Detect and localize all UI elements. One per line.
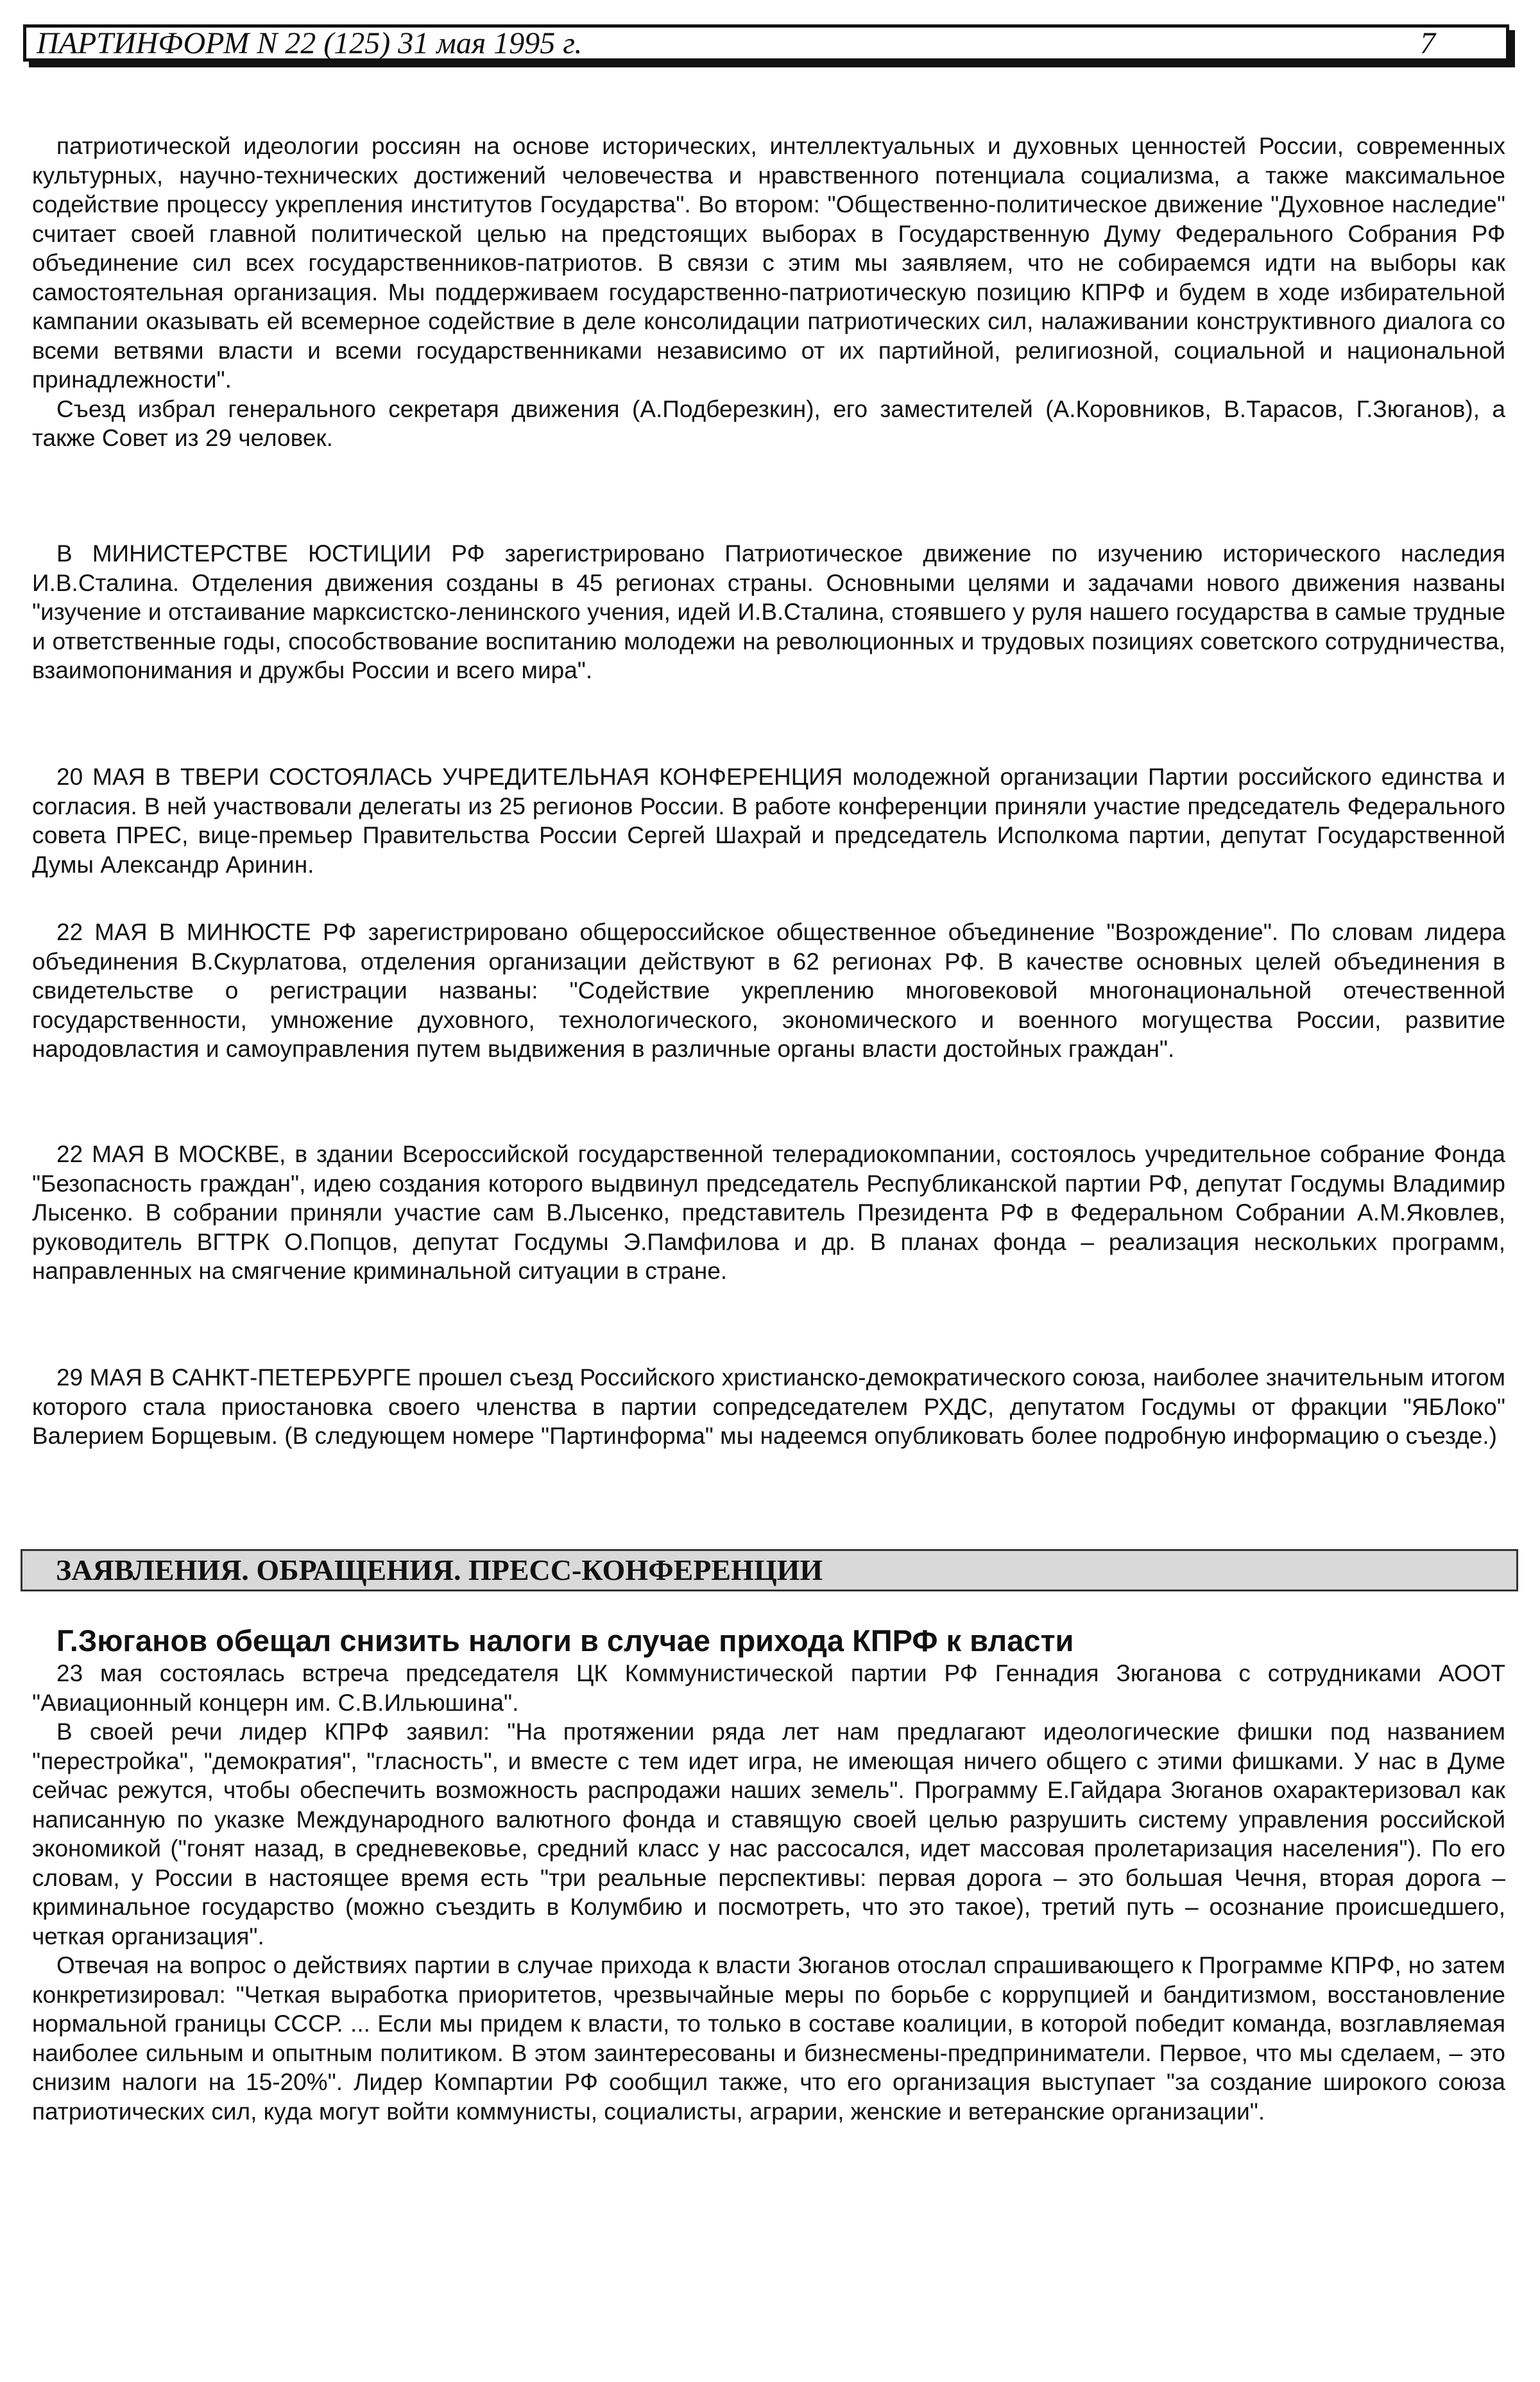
page-header — [23, 24, 1509, 62]
news-item-tver-conference — [32, 762, 1505, 879]
article-paragraph: Отвечая на вопрос о действиях партии в случае прихода к власти Зюганов отослал спрашивающего к Программе КПРФ, но затем конкретизировал: "Четкая выработка приоритетов, чрезвычайные меры по борьбе с коррупцией и бандитизмом, восстановление нормальной границы СССР. ... Если мы придем к власти, то только в составе коалиции, в которой победит команда, возглавляемая наиболее сильным и опытным политиком. В этом заинтересованы и бизнесмены-предприниматели. Первое, что мы сделаем, – это снизим налоги на 15-20%". Лидер Компартии РФ сообщил также, что его организация выступает "за создание широкого союза патриотических сил, куда могут войти коммунисты, социалисты, аграрии, женские и ветеранские организации". — [32, 1952, 1505, 2125]
news-paragraph: 20 МАЯ В ТВЕРИ СОСТОЯЛАСЬ УЧРЕДИТЕЛЬНАЯ КОНФЕРЕНЦИЯ молодежной организации Партии российского единства и согласия. В ней участвовали делегаты из 25 регионов России. В работе конференции приняли участие председатель Федерального совета ПРЕС, вице-премьер Правительства России Сергей Шахрай и председатель Исполкома партии, депутат Государственной Думы Александр Аринин. — [32, 764, 1505, 878]
news-item-spiritual-heritage — [32, 132, 1505, 453]
news-paragraph: В МИНИСТЕРСТВЕ ЮСТИЦИИ РФ зарегистрировано Патриотическое движение по изучению исторического наследия И.В.Сталина. Отделения движения созданы в 45 регионах страны. Основными целями и задачами нового движения названы "изучение и отстаивание марксистско-ленинского учения, идей И.В.Сталина, стоявшего у руля нашего государства в самые трудные и ответственные годы, способствование воспитанию молодежи на революционных и трудовых позициях советского сотрудничества, взаимопонимания и дружбы России и всего мира". — [32, 540, 1505, 683]
article-paragraph: В своей речи лидер КПРФ заявил: "На протяжении ряда лет нам предлагают идеологические фишки под названием "перестройка", "демократия", "гласность", и вместе с тем идет игра, не имеющая ничего общего с этими фишками. У нас в Думе сейчас режутся, чтобы обеспечить возможность распродажи наших земель". Программу Е.Гайдара Зюганов охарактеризовал как написанную по указке Международного валютного фонда и ставящую своей целью разрушить систему управления российской экономикой ("гонят назад, в средневековье, средний класс у нас рассосался, идет массовая пролетаризация населения"). По его словам, у России в настоящее время есть "три реальные перспективы: первая дорога – это большая Чечня, вторая дорога – криминальное государство (можно съездить в Колумбию и посмотреть, что это такое), третий путь – осознание происшедшего, четкая организация". — [32, 1718, 1505, 1949]
news-paragraph: Съезд избрал генерального секретаря движения (А.Подберезкин), его заместителей (А.Коровников, В.Тарасов, Г.Зюганов), а также Совет из 29 человек. — [32, 395, 1505, 451]
news-paragraph: 29 МАЯ В САНКТ-ПЕТЕРБУРГЕ прошел съезд Российского христианско-демократического союза, наиболее значительным итогом которого стала приостановка своего членства в партии сопредседателем РХДС, депутатом Госдумы от фракции "ЯБЛоко" Валерием Борщевым. (В следующем номере "Партинформа" мы надеемся опубликовать более подробную информацию о съезде.) — [32, 1364, 1505, 1449]
publication-title: ПАРТИНФОРМ N 22 (125) 31 мая 1995 г. — [37, 26, 583, 60]
news-item-revival-registration — [32, 918, 1505, 1064]
article-body — [32, 1659, 1505, 2126]
news-item-citizens-security-fund — [32, 1140, 1505, 1286]
section-heading-bar — [21, 1549, 1518, 1591]
page-number: 7 — [1420, 26, 1435, 60]
news-paragraph: патриотической идеологии россиян на основе исторических, интеллектуальных и духовных ценностей России, современных культурных, научно-технических достижений человечества и нравственного потенциала социализма, а также максимальное содействие процессу укрепления институтов Государства". Во втором: "Общественно-политическое движение "Духовное наследие" считает своей главной политической целью на предстоящих выборах в Государственную Думу Федерального Собрания РФ объединение сил всех государственников-патриотов. В связи с этим мы заявляем, что не собираемся идти на выборы как самостоятельная организация. Мы поддерживаем государственно-патриотическую позицию КПРФ и будем в ходе избирательной кампании оказывать ей всемерное содействие в деле консолидации патриотических сил, налаживании конструктивного диалога со всеми ветвями власти и всеми государственниками независимо от их партийной, религиозной, социальной и национальной принадлежности". — [32, 133, 1505, 393]
news-paragraph: 22 МАЯ В МИНЮСТЕ РФ зарегистрировано общероссийское общественное объединение "Возрождение". По словам лидера объединения В.Скурлатова, отделения организации действуют в 62 регионах РФ. В качестве основных целей объединения в свидетельстве о регистрации названы: "Содействие укреплению многовековой многонациональной отечественной государственности, умножение духовного, технологического, экономического и военного могущества России, развитие народовластия и самоуправления путем выдвижения в различные органы власти достойных граждан". — [32, 919, 1505, 1062]
news-item-st-petersburg-congress — [32, 1363, 1505, 1451]
article-headline: Г.Зюганов обещал снизить налоги в случае прихода КПРФ к власти — [56, 1624, 1074, 1658]
news-item-ministry-justice — [32, 539, 1505, 685]
section-heading: ЗАЯВЛЕНИЯ. ОБРАЩЕНИЯ. ПРЕСС-КОНФЕРЕНЦИИ — [56, 1554, 823, 1586]
news-paragraph: 22 МАЯ В МОСКВЕ, в здании Всероссийской государственной телерадиокомпании, состоялось учредительное собрание Фонда "Безопасность граждан", идею создания которого выдвинул председатель Республиканской партии РФ, депутат Госдумы Владимир Лысенко. В собрании приняли участие сам В.Лысенко, представитель Президента РФ в Федеральном Собрании А.М.Яковлев, руководитель ВГТРК О.Попцов, депутат Госдумы Э.Памфилова и др. В планах фонда – реализация нескольких программ, направленных на смягчение криминальной ситуации в стране. — [32, 1141, 1505, 1284]
article-paragraph: 23 мая состоялась встреча председателя ЦК Коммунистической партии РФ Геннадия Зюганова с сотрудниками АООТ "Авиационный концерн им. С.В.Ильюшина". — [32, 1660, 1505, 1716]
